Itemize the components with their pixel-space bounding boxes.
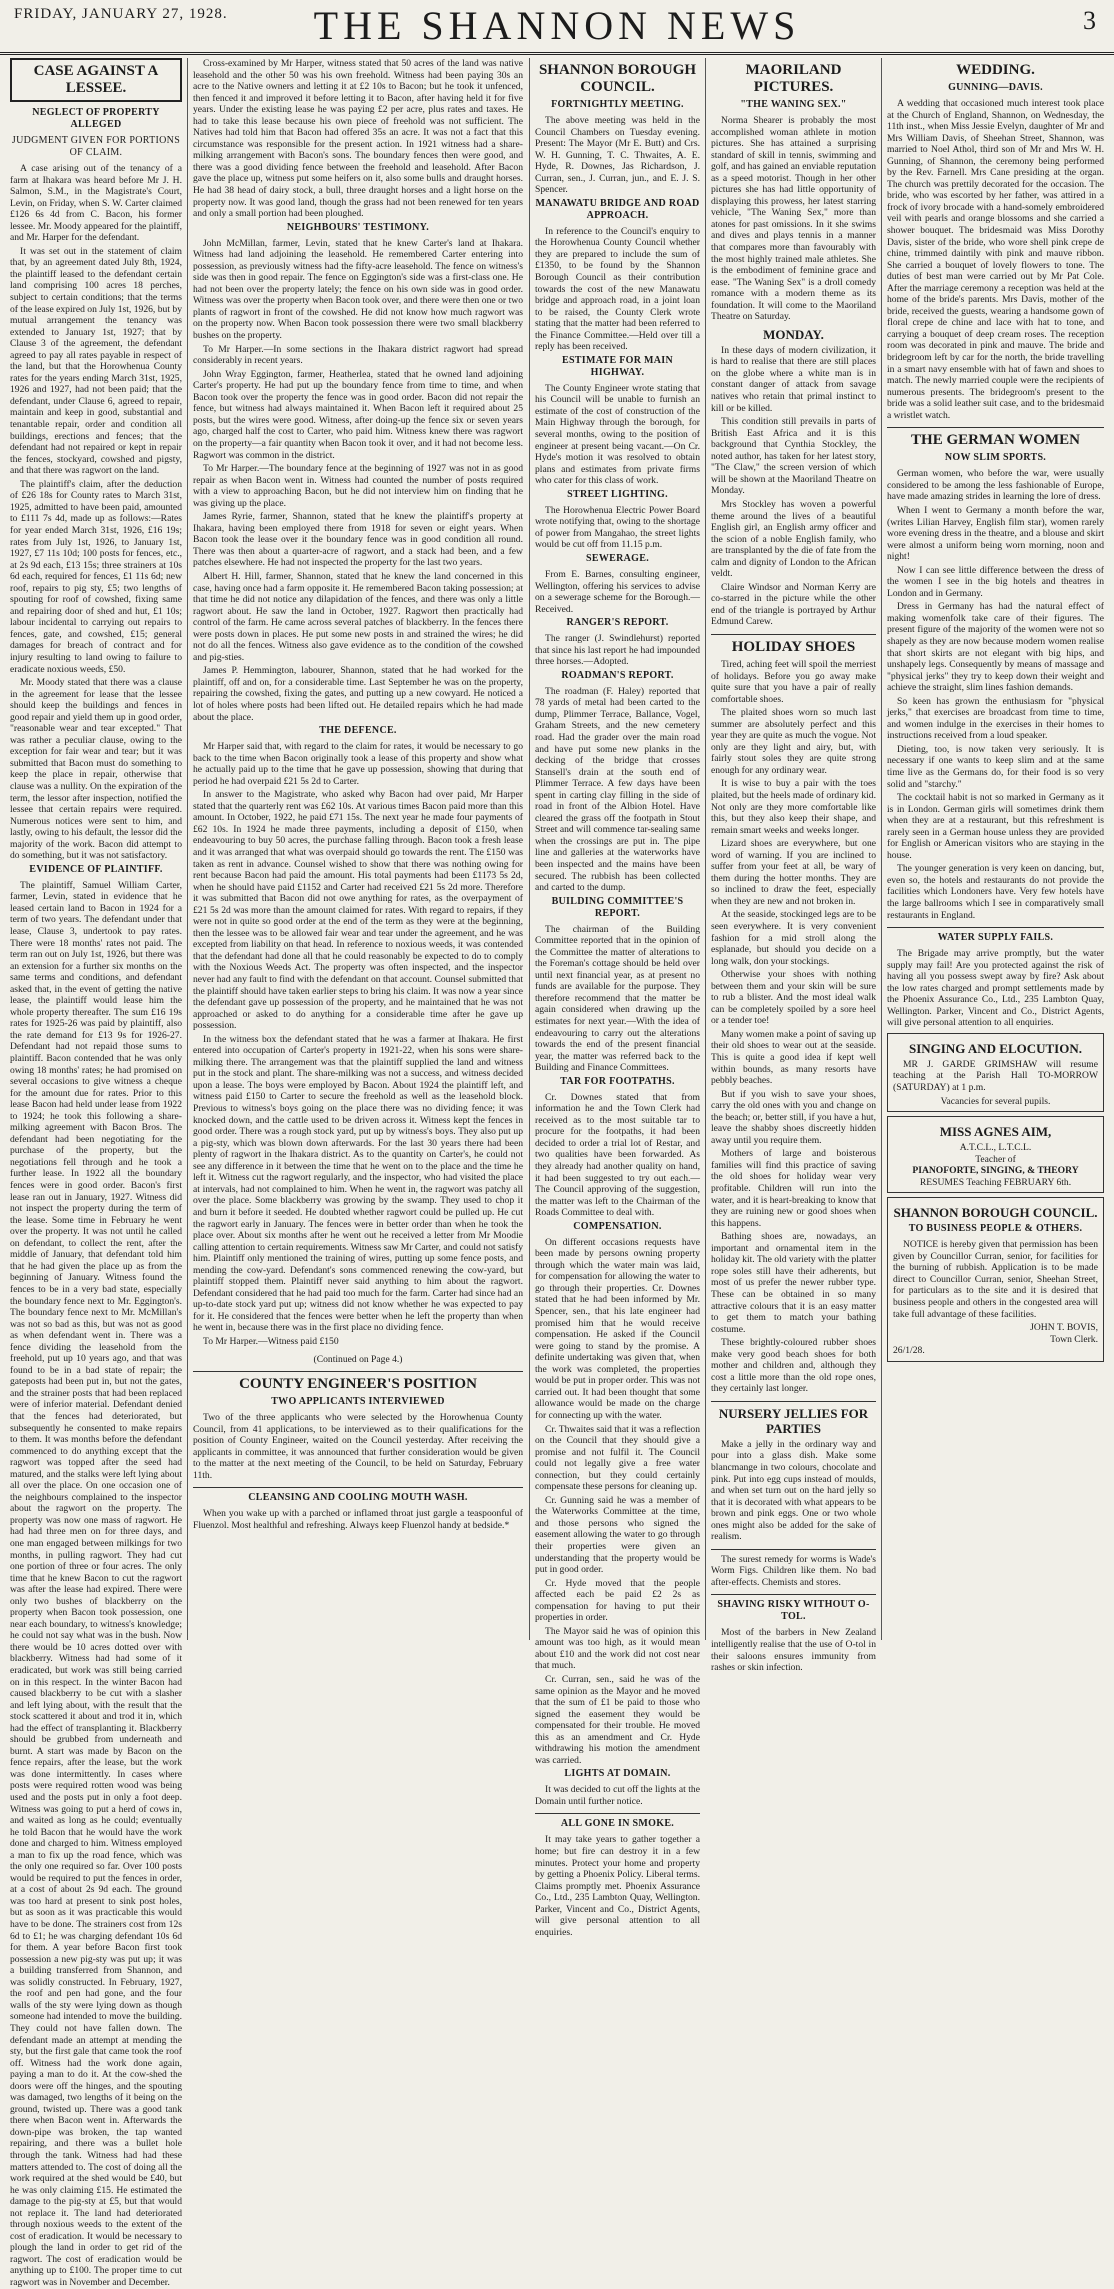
- article-paragraph: These brightly-coloured rubber shoes make very good beach shoes for both mother and children and, although they cost a little more than the old rope ones, they certainly last longer.: [711, 1337, 876, 1395]
- notice-deck: TO BUSINESS PEOPLE & OTHERS.: [908, 1223, 1083, 1235]
- section-subhead: LIGHTS AT DOMAIN.: [564, 1768, 671, 1780]
- monday-headline: MONDAY.: [763, 326, 824, 342]
- article-paragraph: The roadman (F. Haley) reported that 78 yards of metal had been carted to the dump, Plimmer Terrace, Ballance, Vogel, Graham Streets, and the new cemetery road. Had the grader over the main road and have put some new planks in the decking of the bridge that crosses Stansell's drain at the south end of Plimmer Terrace. A few days have been spent in carting clay filling in the side of road in front of the Albion Hotel. Have cleared the grass off the footpath in Stout Street and will commence tar-sealing same when the crossings are put in. The pipe line and galleries at the waterworks have been inspected and the mains have been secured. The rubbish has been collected and carted to the dump.: [535, 685, 700, 894]
- divider: [711, 1549, 876, 1550]
- pictures-headline: MAORILAND PICTURES.: [745, 62, 842, 95]
- article-paragraph: It is wise to buy a pair with the toes plaited, but the heels made of ordinary kid. Not only are they more comfortable like this, but they also keep their shape, and remain smart weeks and weeks longer.: [711, 778, 876, 836]
- jellies-headline: NURSERY JELLIES FOR PARTIES: [718, 1405, 869, 1436]
- council-deck: FORTNIGHTLY MEETING.: [551, 99, 684, 110]
- column-3: [535, 58, 700, 1938]
- article-paragraph: Mrs Stockley has woven a powerful theme around the lives of a beautiful English girl, an English army officer and the scion of a noble English family, who are transplanted by the die of fate from the calm and dignity of London to the African veldt.: [711, 498, 876, 580]
- article-paragraph: Tired, aching feet will spoil the merriest of holidays. Before you go away make quite sure that you have a pair of really comfortable shoes.: [711, 658, 876, 705]
- advert-text: Most of the barbers in New Zealand intelligently realise that the use of O-tol in their saloons ensures immunity from rashes or skin infection.: [711, 1627, 876, 1674]
- article-paragraph: James Ryrie, farmer, Shannon, stated that he knew the plaintiff's property at Ihakara, having been employed there from 1918 for seven or eight years. When Bacon took the lease over it the boundary fence was in good condition all round. There was then about a quarter-acre of ragwort, and a stack had been, and a few patches elsewhere. He had not inspected the property for the last two years.: [193, 511, 523, 569]
- divider: [193, 1371, 523, 1372]
- masthead: [0, 0, 1114, 55]
- article-paragraph: Cr. Curran, sen., said he was of the same opinion as the Mayor and he moved that the sum of £1 be paid to those who signed the easement they would be compensated for their trouble. He moved this as an amendment and Cr. Hyde withdrawing his motion the amendment was carried.: [535, 1673, 700, 1766]
- article-paragraph: The Horowhenua Electric Power Board wrote notifying that, owing to the shortage of power from Mangahao, the street lights would be cut off from 11.15 p.m.: [535, 504, 700, 551]
- article-paragraph: It was decided to cut off the lights at the Domain until further notice.: [535, 1784, 700, 1807]
- advert-text: The Brigade may arrive promptly, but the water supply may fail! Are you protected against the risk of having all you possess swept away by fire? Ask about the low rates charged and prompt settlements made by the Phoenix Assurance Co., Ltd., 235 Lambton Quay, Wellington. Parker, Vincent and Co., District Agents, will give personal attention to all enquiries.: [887, 948, 1104, 1029]
- section-subhead: BUILDING COMMITTEE'S REPORT.: [551, 895, 684, 919]
- article-paragraph: Now I can see little difference between the dress of the women I see in the big hotels and theatres in London and in Germany.: [887, 564, 1104, 599]
- column-4: [711, 58, 877, 1674]
- article-paragraph: From E. Barnes, consulting engineer, Wellington, offering his services to advise on a sewerage scheme for the Borough.—Received.: [535, 568, 700, 615]
- article-paragraph: On different occasions requests have been made by persons owning property through which the water main was laid, for compensation for allowing the water to go through their properties. Cr. Downes stated that he had been informed by Mr. Spencer, sen., that his late engineer had promised him that he would receive compensation. He asked if the Council were going to stand by the promise. A definite undertaking was given that, when the work was completed, the properties would be put in proper order. This was not carried out. It had been thought that some allowance would be made on the charge for connecting up with the water.: [535, 1236, 700, 1421]
- divider: [711, 1401, 876, 1402]
- article-paragraph: Otherwise your shoes with nothing between them and your skin will be sure to rub a blister. And the most ideal walk can be completely spoiled by a sore heel or a tender toe!: [711, 969, 876, 1027]
- column-rule: [705, 58, 706, 1640]
- article-paragraph: Dress in Germany has had the natural effect of making womenfolk take care of their figures. The present figure of the majority of the women were not so shapely as they are now because modern women realise that short skirts are not elegant with big hips, and unshapely legs. Consequently by means of massage and "physical jerks" they try to keep down their weight and achieve the straight, slim lines fashion demands.: [887, 601, 1104, 694]
- section-subhead: EVIDENCE OF PLAINTIFF.: [29, 863, 163, 875]
- article-paragraph: Cross-examined by Mr Harper, witness stated that 50 acres of the land was native leasehold and the other 50 was his own freehold. Witness had been paying 30s an acre to the Native owners and letting it at £2 10s to Bacon; but he took it unfenced, then fenced it and improved it before letting it to Bacon, after having held it for five years. Under the existing lease he was paying £2 per acre, plus rates and taxes. He had to take this lease because his own piece of freehold was not sufficient. The Natives had told him that Bacon had offered 35s an acre. It was not a fact that this circumstance was responsible for the present action. In 1921 witness had a share-milking arrangement with Bacon's sons. The boundary fences then were good, and there was a good dividing fence between the freehold and leasehold. After Bacon gave the place up, witness put some heifers on it, also some bulls and draught horses. He had 38 head of dairy stock, a bull, three draught horses and a light horse on the property now. It was good land, though the grass had not been renewed for ten years and only a small portion had been ploughed.: [193, 58, 523, 220]
- advert-text: The surest remedy for worms is Wade's Worm Figs. Children like them. No bad after-effects. Chemists and stores.: [711, 1553, 876, 1588]
- article-paragraph: Lizard shoes are everywhere, but one word of warning. If you are inclined to suffer from your feet at all, be wary of them during the hotter months. They are so inclined to draw the feet, especially when they are new and not broken in.: [711, 838, 876, 907]
- article-paragraph: But if you wish to save your shoes, carry the old ones with you and change on the beach; or, better still, if you have a hut, leave the shabby shoes discreetly hidden away until you require them.: [711, 1088, 876, 1146]
- article-paragraph: The above meeting was held in the Council Chambers on Tuesday evening. Present: The Mayor (Mr E. Butt) and Crs. W. H. Gunning, T. C. Thwaites, A. E. Hyde, R. Downes, Jas Richardson, J. Curran, sen., J. Curran, jun., and E. J. S. Spencer.: [535, 115, 700, 196]
- shaving-headline: SHAVING RISKY WITHOUT O-TOL.: [717, 1599, 870, 1623]
- article-paragraph: The County Engineer wrote stating that his Council will be unable to furnish an estimate of the cost of construction of the Main Highway through the borough, for several months, owing to the position of engineer at present being vacant.—On Cr. Hyde's motion it was resolved to obtain plans and estimates from private firms who cater for this class of work.: [535, 382, 700, 487]
- divider: [193, 1487, 523, 1488]
- article-paragraph: Claire Windsor and Norman Kerry are co-starred in the picture while the other end of the triangle is portrayed by Arthur Edmund Carew.: [711, 581, 876, 628]
- article-paragraph: John Wray Eggington, farmer, Heatherlea, stated that he owned land adjoining Carter's property. He had put up the boundary fence from time to time, and when Bacon took over the property the fence was in good order. Bacon did not repair the fence, but witness had always maintained it. When Bacon left it required about 25 posts, but the wires were good. Witness, after doing-up the fence six or seven years ago, charged half the cost to Carter, who paid him. Witness knew there was ragwort on the property—a fair quantity when Bacon took it over, and it had not become less. Ragwort was common in the district.: [193, 368, 523, 461]
- column-1: [10, 58, 182, 2288]
- article-paragraph: John McMillan, farmer, Levin, stated that he knew Carter's land at Ihakara. Witness had land adjoining the leasehold. He remembered Carter entering into possession, as previously witness had the fifty-acre leasehold. The fence on witness's side was then in good repair. The fence on Eggington's side was a first-class one. He had not been over the property lately; the fence on his own side was in good order. Witness was over the property when Bacon took over, and there were then one or two plants of ragwort in front of the cowshed. He did not know how much ragwort was on the property now. When Bacon took possession there were two small blackberry bushes on the property.: [193, 237, 523, 342]
- article-paragraph: Cr. Thwaites said that it was a reflection on the Council that they should give a promise and not fulfil it. The Council could not legally give a free water connection, but they could certainly compensate these persons for cleaning up.: [535, 1423, 700, 1493]
- divider: [535, 1813, 700, 1814]
- article-paragraph: A wedding that occasioned much interest took place at the Church of England, Shannon, on Wednesday, the 11th inst., when Miss Jessie Evelyn, daughter of Mr and Mrs William Davis, of Sheehan Street, Shannon, was married to Noel Athol, third son of Mr and Mrs W. H. Gunning, of Shannon, the ceremony being performed by the Rev. Farnell. Mrs Cane presiding at the organ. The church was prettily decorated for the occasion. The bride, who was escorted by her father, was attired in a frock of ivory brocade with a hand-somely embroidered veil with pearls and orange blossoms and she carried a shower bouquet. The bridesmaid was Miss Dorothy Davis, sister of the bride, who wore shell pink crepe de chine, trimmed daintily with pink and mauve ribbon. She carried a bouquet of lovely flowers to tone. The duties of best man were carried out by Mr Pat Cole. After the marriage ceremony a reception was held at the home of the bride's parents. Mrs Davis, mother of the bride, received the guests, wearing a handsome gown of floral crepe de chine and lace with hat to tone, and carrying a bouquet of deep cream roses. The reception room was decorated in pink and mauve. The bride and bridegroom left by car for the north, the bride travelling in a smart navy ensemble with hat of fawn and shoes to match. The newly married couple were the recipients of numerous presents. The bridegroom's present to the bride was a solid leather suit case, and to the bridesmaid a wristlet watch.: [887, 98, 1104, 421]
- article-paragraph: Make a jelly in the ordinary way and pour into a glass dish. Make some blancmange in two colours, chocolate and pink. Put into egg cups instead of moulds, and when set turn out on the hard jelly so that it is decorated with what appears to be brown and pink eggs. One or two whole ones might also be added for the sake of realism.: [711, 1438, 876, 1543]
- section-subhead: TAR FOR FOOTPATHS.: [560, 1075, 675, 1087]
- column-rule: [529, 58, 530, 1640]
- article-paragraph: Albert H. Hill, farmer, Shannon, stated that he knew the land concerned in this case, having once had a farm opposite it. He remembered Bacon taking possession; at that time he did not notice any dilapidation of the fences, and there was only a little ragwort about. He saw the land in October, 1927. Ragwort then practically had control of the farm. He came across several patches of blackberry. In the fences there were posts down in places. He put some new posts in and strained the wires; he did not do all the fences. Witness also gave evidence as to the condition of the cowshed and pig-sties.: [193, 570, 523, 663]
- section-subhead: STREET LIGHTING.: [567, 488, 668, 500]
- lessee-headline: CASE AGAINST A LESSEE.: [10, 58, 182, 102]
- divider: [711, 1594, 876, 1595]
- continued-note: (Continued on Page 4.): [313, 1353, 403, 1365]
- article-paragraph: In reference to the Council's enquiry to the Horowhenua County Council whether they are prepared to include the sum of £1350, to be found by the Shannon Borough Council as their contribution towards the cost of the new Manawatu bridge and approach road, in a joint loan to be raised, the County Clerk wrote stating that the matter had been referred to the Finance Committee.—Held over till a reply has been received.: [535, 225, 700, 353]
- singing-headline: SINGING AND ELOCUTION.: [908, 1040, 1082, 1056]
- article-paragraph: In these days of modern civilization, it is hard to realise that there are still places on the globe where a white man is in constant danger of attack from savage natives who retain that primal instinct to kill or be killed.: [711, 344, 876, 414]
- section-subhead: COMPENSATION.: [573, 1220, 662, 1232]
- article-paragraph: It was set out in the statement of claim that, by an agreement dated July 8th, 1924, the plaintiff leased to the defendant certain land comprising 100 acres 18 perches, subject to certain conditions; that the terms of the lease expired on July 1st, 1926, but by mutual arrangement the tenancy was extended to January 1st, 1927; that by Clause 3 of the agreement, the defendant agreed to pay all rates payable in respect of the land, but that the Horowhenua County rates for the years ending March 31st, 1925, 1926 and 1927, had not been paid; that the defendant, under Clause 6, agreed to repair, maintain and keep in good, substantial and tenantable repair, order and condition all buildings, erections and fences; that the defendant had not repaired or kept in repair the fences, stockyard, cowshed and pigsty, and that there was ragwort on the land.: [10, 245, 182, 477]
- water-headline: WATER SUPPLY FAILS.: [937, 932, 1054, 944]
- notice-headline: SHANNON BOROUGH COUNCIL.: [893, 1205, 1098, 1221]
- section-subhead: MANAWATU BRIDGE AND ROAD APPROACH.: [535, 197, 700, 221]
- section-subhead: SEWERAGE.: [586, 552, 649, 564]
- article-paragraph: James P. Hemmington, labourer, Shannon, stated that he had worked for the plaintiff, off and on, for a considerable time. Last September he was on the property, repairing the cowshed, fixing the gates, and putting up a new cowyard. He noticed a lot of holes where posts had been lifted out. He detailed repairs which he had made about the place.: [193, 665, 523, 723]
- teacher-resumes: RESUMES Teaching FEBRUARY 6th.: [919, 1176, 1072, 1188]
- article-paragraph: This condition still prevails in parts of British East Africa and it is this background that Cynthia Stockley, the noted author, has taken for her latest story, "The Claw," the screen version of which will be shown at the Maoriland Theatre on Monday.: [711, 416, 876, 497]
- teacher-label: Teacher of: [975, 1153, 1016, 1165]
- pictures-deck: "THE WANING SEX.": [740, 99, 847, 110]
- issue-date: FRIDAY, JANUARY 27, 1928.: [14, 6, 228, 22]
- section-subhead: NEIGHBOURS' TESTIMONY.: [286, 221, 430, 233]
- article-paragraph: So keen has grown the enthusiasm for "physical jerks," that exercises are broadcast from time to time, and women indulge in the exercises in their homes to instructions received from a loud speaker.: [887, 695, 1104, 742]
- wedding-headline: WEDDING.: [956, 62, 1035, 78]
- engineer-headline: COUNTY ENGINEER'S POSITION: [239, 1376, 477, 1393]
- article-paragraph: Mothers of large and boisterous families will find this practice of saving the old shoes for holiday wear very profitable. Children will run into the water, and it is heart-breaking to know that they are ruining new or good shoes when this happens.: [711, 1148, 876, 1229]
- lessee-subdeck: JUDGMENT GIVEN FOR PORTIONS OF CLAIM.: [11, 135, 181, 158]
- divider: [887, 427, 1104, 428]
- advert-text: When you wake up with a parched or inflamed throat just gargle a teaspoonful of Fluenzol. Most healthful and refreshing. Always keep Fluenzol handy at bedside.*: [193, 1508, 523, 1531]
- advert-text: It may take years to gather together a home; but fire can destroy it in a few minutes. Protect your home and property by getting a Phoenix Policy. Liberal terms. Claims promptly met. Phoenix Assurance Co., Ltd., 235 Lambton Quay, Wellington. Parker, Vincent and Co., District Agents, will give personal attention to all enquiries.: [535, 1834, 700, 1938]
- section-subhead: RANGER'S REPORT.: [566, 617, 669, 629]
- article-paragraph: The Mayor said he was of opinion this amount was too high, as it would mean about £10 and the work did not cost near that much.: [535, 1625, 700, 1672]
- article-paragraph: To Mr Harper.—In some sections in the Ihakara district ragwort had spread considerably in recent years.: [193, 343, 523, 367]
- council-notice-advert: [887, 1197, 1104, 1361]
- article-paragraph: German women, who before the war, were usually considered to be among the less fashionable of Europe, have made amazing strides in learning the lore of dress.: [887, 468, 1104, 503]
- page-number: 3: [1083, 6, 1096, 35]
- article-paragraph: Two of the three applicants who were selected by the Horowhenua County Council, from 41 applications, to be interviewed as to their qualifications for the position of County Engineer, waited on the Council yesterday. After receiving the applicants in committee, it was announced that further consideration would be given to the matter at the next meeting of the Council, to be held on Saturday, February 11th.: [193, 1412, 523, 1481]
- article-paragraph: To Mr Harper.—Witness paid £150: [203, 1335, 339, 1347]
- section-subhead: ROADMAN'S REPORT.: [561, 669, 674, 681]
- column-2: [193, 58, 523, 1640]
- article-paragraph: The younger generation is very keen on dancing, but, even so, the hotels and restaurants do not provide the facilities which Londoners have. Very few hotels have the large ballrooms which I see in comparatively small restaurants in England.: [887, 863, 1104, 921]
- teacher-name: MISS AGNES AIM,: [939, 1124, 1052, 1140]
- lessee-deck: NEGLECT OF PROPERTY ALLEGED: [32, 107, 160, 130]
- notice-role: Town Clerk.: [1050, 1333, 1098, 1345]
- divider: [887, 927, 1104, 928]
- article-paragraph: In answer to the Magistrate, who asked why Bacon had over paid, Mr Harper stated that the quarterly rent was £62 10s. At various times Bacon paid more than this amount. In October, 1922, he paid £71 15s. The next year he made four payments of £62 10s. In 1924 he made three payments, including a deposit of £150, when endeavouring to buy 50 acres, the purchase falling through. Bacon took a fresh lease and it was arranged that what was overpaid should go towards the rent. The £150 was taken as rent in advance. Counsel wished to show that there was nothing owing for rent because Bacon had paid the amount. His total payments had been £1173 5s 2d, when he should have paid £1152 and Carter had received £21 5s 2d more. Therefore it was submitted that Bacon did not owe anything for rates, as the overpayment of £21 5s 2d was more than the amount claimed for rates. With regard to repairs, if they were not in quite so good order at the end of the term as they were at the beginning, then the lessee was to be allowed fair wear and tear under the agreement, and he was excepted from liability on that head. In reference to noxious weeds, it was contended that the defendant had done all that he could reasonably be expected to do to comply with the Noxious Weeds Act. The property was often inspected, and the inspector never had any fault to find with the defendant on that account. Counsel submitted that the plaintiff should have taken earlier steps to bring his claim. It was now a year since the defendant gave up possession of the property, and he maintained that he was not approached or asked to do anything for a considerable time after he gave up possession.: [193, 789, 523, 1032]
- article-paragraph: Many women make a point of saving up their old shoes to wear out at the seaside. This is quite a good idea if kept well within bounds, as many resorts have pebbly beaches.: [711, 1028, 876, 1087]
- advert-note: Vacancies for several pupils.: [940, 1095, 1051, 1107]
- column-rule: [881, 58, 882, 1640]
- german-deck: NOW SLIM SPORTS.: [944, 452, 1047, 464]
- article-paragraph: Mr. Moody stated that there was a clause in the agreement for lease that the lessee should keep the buildings and fences in good repair and yield them up in good order, "reasonable wear and tear excepted." That was rather a peculiar clause, owing to the exception for fair wear and tear; but it was submitted that Bacon must do something to keep the place in repair, otherwise that clause was a nullity. On the expiration of the term, the lessor after inspection, notified the lessee that certain repairs were required. Numerous notices were sent to him, and lastly, owing to his default, the lessor did the majority of the work. Bacon did attempt to do something, but it was not satisfactory.: [10, 677, 182, 862]
- singing-advert: [887, 1033, 1104, 1112]
- newspaper-title: THE SHANNON NEWS: [313, 3, 801, 48]
- article-paragraph: Cr. Gunning said he was a member of the Waterworks Committee at the time, and those persons who signed the easement allowing the water to go through their properties were given an understanding that the property would be put in good order.: [535, 1494, 700, 1576]
- article-paragraph: In the witness box the defendant stated that he was a farmer at Ihakara. He first entered into occupation of Carter's property in 1921-22, when his sons were share-milking there. The arrangement was that the plaintiff supplied the land and witness put in the stock and plant. The share-milking was not a success, and witness decided upon a lease. The boys were employed by Bacon. About 1924 the plaintiff left, and witness paid £150 to Carter to secure the freehold as well as the leasehold block. Previous to witness's boys going on the place there was no dividing fence; it was knocked down, and the cattle used to be driven across it. Witness kept the fences in good order. There was a rough stock yard, put up by witness's boys. They also put up a pig-sty, which was blown down afterwards. For the last 30 years there had been plenty of ragwort in the Ihakara district. As to the quantity on Carter's, he could not see any difference in it between the time that he went on to the place and the time he left it. Witness cut the ragwort regularly, and the inspector, who had visited the place at intervals, had not complained to him. When he went in, the ragwort was patchy all over the place. Some blackberry was growing by the swamp. They used to chop it and burn it before it seeded. He doubted whether ragwort could be pulled up. He cut the ragwort early in January. The fences were in better order than when he took the place over. About six months after he went out he received a letter from Mr Moodie calling attention to certain requirements. Witness saw Mr Carter, and could not satisfy him. Plaintiff only mentioned the training of wires, putting up some fence posts, and mending the cow-yard. Defendant's sons commenced renewing the cow-yard, but plaintiff stopped them. Plaintiff never said anything to him about the ragwort. Defendant considered that he had paid too much for the farm. Carter had since had an up-to-date stock yard put up; witness did not know whether he was expected to pay for it. He considered that the fences were better when he left the property than when he went in, because there was in the first place no dividing fence.: [193, 1033, 523, 1334]
- article-paragraph: Dieting, too, is now taken very seriously. It is necessary if one wants to keep slim and at the same time live as the Germans do, for their food is so very solid and "starchy.": [887, 743, 1104, 790]
- article-paragraph: The ranger (J. Swindlehurst) reported that since his last report he had impounded three horses.—Adopted.: [535, 633, 700, 668]
- article-paragraph: When I went to Germany a month before the war, (writes Lilian Harvey, English film star), women rarely wore evening dress in the theatre, and a blouse and skirt were almost a uniform being worn morning, noon and night!: [887, 504, 1104, 563]
- article-paragraph: Cr. Hyde moved that the people affected each be paid £2 2s as compensation for having to put their properties in order.: [535, 1577, 700, 1624]
- notice-signature: JOHN T. BOVIS,: [1030, 1322, 1098, 1334]
- article-paragraph: The chairman of the Building Committee reported that in the opinion of the Committee the matter of alterations to the Foreman's cottage should be held over until next financial year, as at present no funds are available for the purpose. They therefore recommend that the matter be again considered when drawing up the estimates for next year.—With the idea of endeavouring to carry out the alterations towards the end of the present financial year, the matter was referred back to the Building and Finance Committees.: [535, 923, 700, 1074]
- article-paragraph: Norma Shearer is probably the most accomplished woman athlete in motion pictures. She has attained a surprising standard of skill in tennis, swimming and golf, and has gained an enviable reputation as a speed motorist. Though in her other pictures she has had little opportunity of displaying this prowess, her latest starring vehicle, "The Waning Sex," more than atones for past omissions. In it she swims and dives and plays tennis in a manner that compares more than favourably with the most highly trained male athletes. She is the embodiment of feminine grace and ease. "The Waning Sex" is a droll comedy romance with a modern theme as its foundation. It will come to the Maoriland Theatre on Saturday.: [711, 115, 876, 323]
- teacher-qualifications: A.T.C.L., L.T.C.L.: [959, 1142, 1032, 1154]
- article-paragraph: The plaintiff, Samuel William Carter, farmer, Levin, stated in evidence that he leased certain land to Bacon in 1924 for a term of two years. The defendant under that lease, Clause 3, undertook to pay rates. There were 18 months' rates not paid. The term ran out on July 1st, 1926, but there was an extension for a further six months on the same terms and conditions, and defendant asked that, in the event of getting the native lease, the plaintiff would lease him the whole property thereafter. The sum £16 19s rates for 1925-26 was paid by plaintiff, also the rate demand for £13 9s for 1926-27. Defendant had not repaid those sums to plaintiff. Bacon contended that he was only owing 18 months' rates; he had promised on several occasions to give witness a cheque for the amount due for rates. Prior to this lease Bacon had held under lease from 1922 to 1924; he took this following a share-milking agreement with Bacon Bros. The defendant had been negotiating for the purchase of the property, but the negotiations fell through and he took a further lease. In 1922 all the boundary fences were in good order. Bacon's first lease ran out in January, 1927. Witness did not inspect the property during the term of the lease. Some time in February he went over the property. It was not until he called on defendant, to collect the rent, after the middle of January, that defendant told him that he had given the place up as from the beginning of January. Witness found the fences to be in a very bad state, especially the boundary fence next to Mr. Eggington's. The boundary fence next to Mr. McMillan's was not so bad as this, but was not as good as when defendant went in. There was a fence dividing the leasehold from the freehold, put up 10 years ago, and that was found to be in a bad state of repair; the gateposts had been put in, but not the gates, and the strainer posts that had been replaced were of inferior material. Defendant denied that the fences had deteriorated, but subsequently he consented to make repairs to them. It was months before the defendant commenced to do anything except that the ragwort was topped after the seed had matured, and the stalks were left lying about all over the place. On one occasion one of the neighbours complained to the inspector about the ragwort on the property. The property was now one mass of ragwort. He had had three men on for three days, and one man engaged between milkings for two months, in pulling ragwort. They had cut one portion of three or four acres. The only time that he knew Bacon to cut the ragwort was after the lease had expired. There were only two bushes of blackberry on the property when Bacon took possession, one near each boundary, to witness's knowledge; he could not say what was in the bush. Now there would be 10 acres dotted over with blackberry. Witness had had some of it eradicated, but work was still being carried on in this respect. In the winter Bacon had caused blackberry to be cut with a slasher and left lying about, with the result that the stock scattered it about and trod it in, which had the effect of transplanting it. Blackberry should be grubbed from underneath and burnt. A start was made by Bacon on the fence repairs, after the lease, but the work was done intermittently. In cases where posts were required rotten wood was being used and the posts put in only a foot deep. Witness was going to put a herd of cows in, and waited as long as he could; eventually he told Bacon that he would have the work done and charged to him. Witness employed a man to fix up the road fence, which was the only one required so far. Over 100 posts would be required to put the fences in order, at a cost of about 2s 9d each. The ground was too hard at present to sink post holes, but as soon as it was practicable this would have to be done. The strainers cost from 12s 6d to £1; he was charging defendant 10s 6d for them. A year before Bacon first took possession a new pig-sty was put up; it was a building transferred from Shannon, and was solidly constructed. In February, 1927, the roof and pen had gone, and the four walls of the sty were lying down as though someone had intended to move the building. They could not have fallen down. The defendant made an attempt at mending the sty, but the first gale that came took the roof off. Witness had the work done again, paying a man to do it. At the cow-shed the doors were off the hinges, and the spouting was damaged, two lengths of it being on the ground, twisted up. There was a good tank there when Bacon went in. Afterwards the down-pipe was broken, the tap wanted repairing, and there was a bullet hole through the tank. Witness had had these matters attended to. The cost of doing all the work required at the shed would be £40, but he was only claiming £15. He estimated the damage to the pig-sty at £5, but that would not replace it. The land had deteriorated through noxious weeds to the extent of the cost of eradication. It would be necessary to plough the land in order to get rid of the ragwort. The cost of eradication would be anything up to £100. The proper time to cut ragwort was in November and December.: [10, 879, 182, 2288]
- piano-teacher-advert: [887, 1116, 1104, 1193]
- section-subhead: ESTIMATE FOR MAIN HIGHWAY.: [561, 354, 674, 378]
- article-paragraph: Bathing shoes are, nowadays, an important and ornamental item in the holiday kit. The old variety with the platter rope soles still have their adherents, but most of us prefer the newer rubber type. These can be obtained in so many attractive colours that it is an easy matter to get them to match your bathing costume.: [711, 1231, 877, 1335]
- advert-text: MR J. GARDE GRIMSHAW will resume teaching at the Parish Hall TO-MORROW (SATURDAY) at 1 p.m.: [893, 1058, 1098, 1094]
- divider: [711, 634, 876, 635]
- council-headline: SHANNON BOROUGH COUNCIL.: [538, 62, 697, 95]
- article-paragraph: Cr. Downes stated that from information he and the Town Clerk had received as to the most suitable tar to procure for the footpaths, it had been decided to order a trial lot of Restar, and two qualities have been forwarded. As they already had another quality on hand, it had been suggested to try out each.—The Council approving of the suggestion, the matter was left to the Chairman of the Roads Committee to deal with.: [535, 1091, 700, 1219]
- article-paragraph: Mr Harper said that, with regard to the claim for rates, it would be necessary to go back to the time when Bacon originally took a lease of this property and show what he actually paid up to the time that he gave up possession, showing that during that period he had overpaid £21 5s 2d to Carter.: [193, 741, 523, 787]
- notice-date: 26/1/28.: [893, 1345, 925, 1357]
- column-5: [887, 58, 1104, 1640]
- article-paragraph: The cocktail habit is not so marked in Germany as it is in London. German girls will sometimes drink them when they are at a restaurant, but this refreshment is rarely seen in a German house unless they are provided for English or American visitors who are staying in the house.: [887, 792, 1104, 861]
- article-paragraph: The plaited shoes worn so much last summer are absolutely perfect and this year they are quite as much the vogue. Not only are they light and airy, but, with fairly stout soles they are quite strong enough for any ordinary wear.: [711, 707, 876, 776]
- article-paragraph: A case arising out of the tenancy of a farm at Ihakara was heard before Mr J. H. Salmon, S.M., in the Magistrate's Court, Levin, on Friday, when S. W. Carter claimed £126 6s 4d from C. Bacon, his former lessee. Mr. Moody appeared for the plaintiff, and Mr. Harper for the defendant.: [10, 163, 182, 244]
- wedding-deck: GUNNING—DAVIS.: [948, 82, 1043, 93]
- article-paragraph: At the seaside, stockinged legs are to be seen everywhere. It is very convenient fashion for a mid stroll along the esplanade, but should you decide on a long walk, don your stockings.: [711, 909, 876, 967]
- shoes-headline: HOLIDAY SHOES: [731, 638, 856, 655]
- teacher-subjects: PIANOFORTE, SINGING, & THEORY: [912, 1165, 1079, 1177]
- section-subhead: THE DEFENCE.: [319, 725, 397, 737]
- article-paragraph: The plaintiff's claim, after the deduction of £26 18s for County rates to March 31st, 1925, admitted to have been paid, amounted to £111 7s 4d, made up as follows:—Rates for year ended March 31st, 1926, £16 19s; rates from July 1st, 1926, to January 1st, 1927, £7 11s 10d; 100 posts for fences, etc., at 2s 9d each, £13 15s; three strainers at 10s 6d each, required for fences, £1 11s 6d; new roof, repairs to pig sty, £5; two lengths of spouting for roof of cowshed, fixing same and repairing door of shed and hut, £1 10s; labour incidental to carrying out repairs to fences, gate, and cowshed, £15; general damages for breach of contract and for injury resulting to land owing to failure to eradicate noxious weeds, £50.: [10, 478, 182, 675]
- column-rule: [187, 58, 188, 1640]
- german-headline: THE GERMAN WOMEN: [911, 432, 1080, 449]
- mouthwash-headline: CLEANSING AND COOLING MOUTH WASH.: [248, 1492, 468, 1504]
- smoke-headline: ALL GONE IN SMOKE.: [560, 1818, 675, 1830]
- notice-text: NOTICE is hereby given that permission has been given by Councillor Curran, senior, for facilities for the burning of rubbish. Application is to be made direct to Councillor Curran, senior, Sheehan Street, for particulars as to the site and it is desired that business people and others in the congested area will take full advantage of these facilities.: [893, 1239, 1098, 1320]
- engineer-deck: TWO APPLICANTS INTERVIEWED: [271, 1396, 445, 1408]
- article-paragraph: To Mr Harper.—The boundary fence at the beginning of 1927 was not in as good repair as when Bacon went in. Witness had counted the number of posts required with a view to approaching Bacon, but he did not interview him on finding that he was giving up the place.: [193, 463, 523, 509]
